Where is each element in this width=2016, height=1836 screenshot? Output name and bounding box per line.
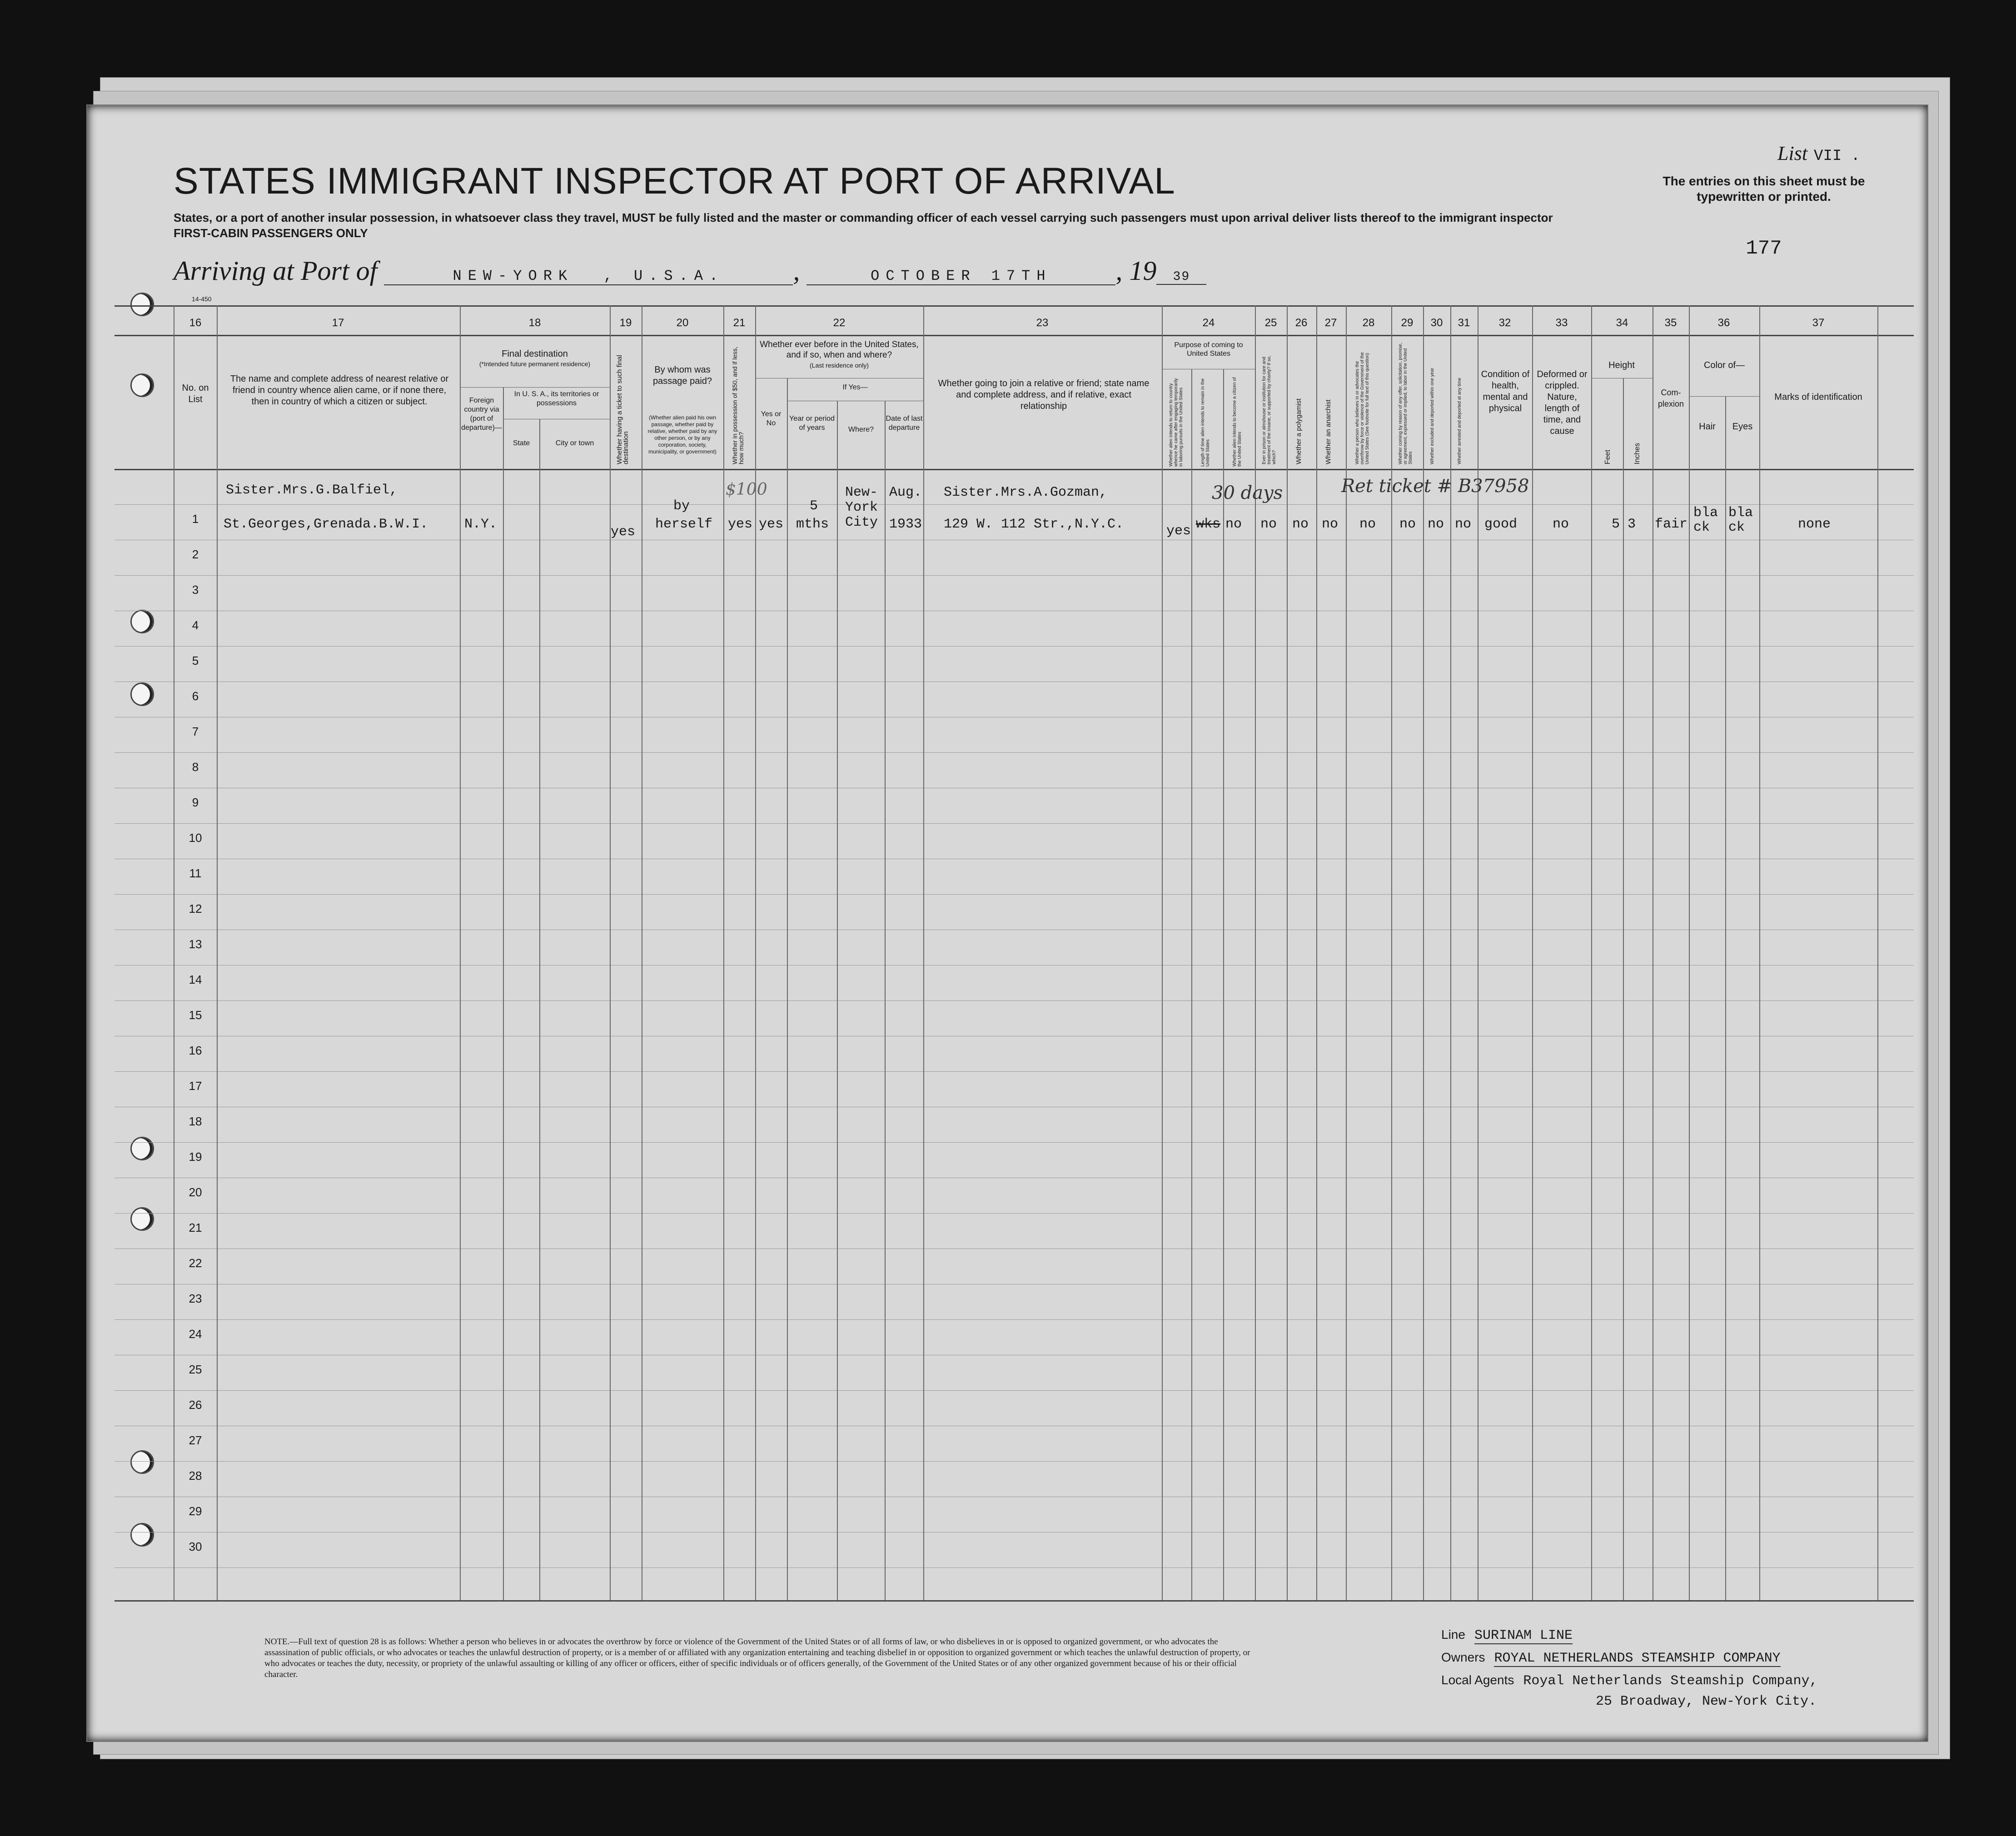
port-field: NEW-YORK , U.S.A. (384, 268, 793, 285)
header-purpose-length: Length of time alien intends to remain in the United States (1200, 378, 1210, 467)
header-relative: The name and complete address of nearest relative or friend in country whence alien came, or if none there, then in country of which a citizen or subject. (230, 374, 449, 407)
header-deformed: Deformed or crippled. Nature, length of time, and cause (1537, 369, 1588, 436)
col-number: 28 (1362, 317, 1375, 329)
col-number: 20 (676, 317, 689, 329)
col-number: 32 (1498, 317, 1511, 329)
row-number: 25 (189, 1363, 202, 1376)
header-feet: Feet (1604, 449, 1612, 464)
header-year-period: Year or period of years (789, 415, 835, 432)
col-number: 34 (1616, 317, 1628, 329)
column-rule (723, 305, 724, 1600)
column-rule (503, 387, 504, 1600)
header-in-usa: In U. S. A., its territories or possessions (514, 390, 599, 407)
column-rule (1725, 396, 1726, 1600)
header-prison: Ever in prison or almshouse or institution for care and treatment of the insane, or supported by charity? If so, which? (1262, 355, 1277, 464)
column-rule (1346, 305, 1347, 1600)
column-rule (1316, 305, 1317, 1600)
header-q28: Whether a person who believes in or advocates the overthrow by force or violence of the Government of the United States (See footnote for full text of this question) (1355, 352, 1370, 464)
entry-citizen: no (1225, 517, 1242, 532)
header-where: Where? (848, 426, 874, 433)
column-rule (1877, 305, 1878, 1600)
header-ticket: Whether having a ticket to such final destination (616, 355, 630, 464)
footer-owners (1441, 1650, 1781, 1666)
col-number: 36 (1717, 317, 1730, 329)
header-inches: Inches (1633, 443, 1641, 464)
header-eyes: Eyes (1732, 422, 1753, 432)
header-city: City or town (555, 439, 594, 447)
row-number: 11 (189, 866, 202, 880)
header-passage-note: (Whether alien paid his own passage, whether paid by relative, whether paid by any other person, or by any corporation, society, municipality, or government) (647, 414, 717, 455)
column-rule (755, 305, 756, 1600)
col-number: 26 (1295, 317, 1308, 329)
row-number: 22 (189, 1256, 202, 1270)
ever-before-title: Whether ever before in the United States, and if so, when and where? (760, 340, 919, 360)
instructions (174, 210, 1673, 241)
header-excluded: Whether excluded and deported within one year (1430, 368, 1435, 464)
row-number: 29 (189, 1504, 202, 1518)
col-number: 27 (1324, 317, 1337, 329)
row-rule (114, 1071, 1914, 1072)
line-label: Line (1441, 1627, 1465, 1642)
row-rule (114, 575, 1914, 576)
column-rule (1623, 378, 1624, 1600)
row-rule (114, 504, 1914, 505)
row-number: 9 (192, 796, 199, 809)
row-number: 12 (189, 902, 202, 916)
header-purpose-return: Whether alien intends to return to country whence he came after engaging temporarily in laboring pursuits in the United States (1169, 378, 1184, 467)
binder-hole (130, 610, 154, 633)
row-rule (114, 1390, 1914, 1391)
row-rule (114, 1461, 1914, 1462)
entry-arrested: no (1455, 517, 1472, 532)
column-rule (1391, 305, 1392, 1600)
entry-relative-line1: Sister.Mrs.G.Balfiel, (226, 483, 398, 498)
list-label-text: List (1777, 142, 1808, 164)
row-number: 27 (189, 1433, 202, 1447)
column-rule (1287, 305, 1288, 1600)
entry-join-2: 129 W. 112 Str.,N.Y.C. (944, 517, 1124, 532)
row-rule (114, 1567, 1914, 1568)
header-complexion: Com-plexion (1658, 388, 1684, 408)
entry-length-typed: wks (1196, 517, 1221, 532)
column-rule (1162, 305, 1163, 1600)
table-top-rule (114, 305, 1914, 307)
entry-money-handwritten: $100 (726, 480, 767, 499)
entries-note: The entries on this sheet must be typewritten or printed. (1663, 174, 1865, 204)
row-number: 1 (192, 512, 199, 526)
row-rule (114, 1142, 1914, 1143)
header-fifty-dollars: Whether in possession of $50, and if less, how much? (731, 346, 745, 464)
port-value: NEW-YORK (453, 268, 574, 284)
column-rule (885, 401, 886, 1600)
final-destination-title: Final destination (502, 349, 568, 359)
header-divider (114, 335, 1914, 336)
column-rule (1450, 305, 1451, 1600)
column-rule (539, 419, 540, 1600)
column-rule (1532, 305, 1533, 1600)
header-height: Height (1608, 360, 1635, 370)
header-if-yes: If Yes— (842, 383, 868, 391)
table-bottom-rule (114, 1600, 1914, 1602)
row-number: 3 (192, 583, 199, 597)
column-rule (610, 305, 611, 1600)
row-number: 10 (189, 831, 202, 845)
row-number: 5 (192, 654, 199, 667)
row-number: 26 (189, 1398, 202, 1412)
entry-prison: no (1260, 517, 1277, 532)
year-suffix: 39 (1156, 270, 1206, 285)
arriving-label: Arriving at Port of (174, 256, 378, 286)
binder-hole (130, 1137, 154, 1160)
col-number: 16 (189, 317, 202, 329)
row-number: 6 (192, 689, 199, 703)
entry-date-2: 1933 (889, 517, 922, 532)
entry-where-3: City (845, 515, 878, 530)
entry-hair-2: ck (1693, 520, 1710, 535)
row-rule (114, 1213, 1914, 1214)
entry-anarchist: no (1322, 517, 1339, 532)
header-color: Color of— (1703, 360, 1745, 370)
list-label (1777, 142, 1860, 165)
col-number: 37 (1812, 317, 1825, 329)
entry-paid-by-1: by (673, 498, 690, 514)
list-value: VII . (1814, 148, 1861, 165)
entry-period-2: mths (796, 517, 829, 532)
header-polygamist: Whether a polygamist (1295, 398, 1303, 464)
page-title: STATES IMMIGRANT INSPECTOR AT PORT OF ARRIVAL (174, 160, 1175, 202)
row-number: 19 (189, 1150, 202, 1164)
col-number: 31 (1458, 317, 1470, 329)
entry-where-2: York (845, 500, 878, 515)
row-number: 15 (189, 1008, 202, 1022)
row-number: 2 (192, 547, 199, 561)
entry-marks: none (1798, 517, 1831, 532)
row-rule (114, 1000, 1914, 1001)
header-going-to-join: Whether going to join a relative or friend; state name and complete address, and if relative, exact relationship (938, 378, 1150, 411)
agents-value-2: 25 Broadway, New-York City. (1596, 1694, 1817, 1709)
entry-ticket-note: Ret ticket # B37958 (1341, 476, 1529, 497)
row-number: 14 (189, 973, 202, 986)
entry-period-1: 5 (810, 498, 818, 514)
col-number: 22 (833, 317, 846, 329)
country-value: U.S.A. (633, 268, 725, 284)
col-number: 35 (1664, 317, 1677, 329)
entry-health: good (1484, 517, 1518, 532)
col-number: 23 (1036, 317, 1049, 329)
column-rule (1191, 369, 1192, 1600)
column-rule (837, 401, 838, 1600)
footer-line (1441, 1627, 1573, 1643)
row-number: 17 (189, 1079, 202, 1093)
row-number: 28 (189, 1469, 202, 1483)
entry-where-1: New- (845, 485, 878, 500)
entry-deformed: no (1553, 517, 1569, 532)
row-number: 23 (189, 1292, 202, 1305)
header-arrested: Whether arrested and deported at any time (1457, 378, 1462, 464)
entry-eyes-2: ck (1728, 520, 1745, 535)
instructions-text: States, or a port of another insular possession, in whatsoever class they travel, MUST be fully listed and the master or commanding officer of each vessel carrying such passengers must upon arrival deliver lists thereof to the immigrant inspector (174, 211, 1553, 224)
line-value: SURINAM LINE (1474, 1628, 1573, 1643)
row-number: 16 (189, 1044, 202, 1057)
column-rule (1223, 369, 1224, 1600)
header-foreign-country: Foreign country via (port of departure)— (461, 397, 502, 432)
header-anarchist: Whether an anarchist (1324, 399, 1332, 464)
row-number: 21 (189, 1221, 202, 1234)
header-hair: Hair (1699, 422, 1716, 432)
footnote: NOTE.—Full text of question 28 is as follows: Whether a person who believes in or advocates the overthrow by force or violence of the Government of the United States or of all forms of law, or who disbelieves in or is opposed to organized government, or who advocates the assassination of public officials, or who advocates or teaches the unlawful destruction of property, or is a member of or affiliated with any organization entertaining and teaching disbelief in or opposition to organized government or which teaches the unlawful destruction of property, or who advocates or teaches the duty, necessity, or propriety of the unlawful assaulting or killing of any officer or officers, either of specific individuals or of officers generally, of the Government of the United States or of any other organized government because of his or their official character. (264, 1637, 1250, 1679)
entry-complexion: fair (1655, 517, 1688, 532)
col-number: 21 (733, 317, 746, 329)
form-number: 14-450 (192, 295, 212, 303)
column-rule (217, 305, 218, 1600)
header-date-departure: Date of last departure (886, 415, 923, 432)
entry-q28: no (1359, 517, 1376, 532)
entry-purpose-return: yes (1166, 523, 1191, 539)
manifest-page (86, 104, 1928, 1742)
final-destination-sub: (*Intended future permanent residence) (479, 360, 591, 368)
arriving-line: Arriving at Port of NEW-YORK , U.S.A. , OCTOBER 17TH , 19 39 (174, 255, 1206, 287)
ever-before-sub: (Last residence only) (810, 362, 869, 369)
entry-date-1: Aug. (889, 485, 922, 500)
header-final-destination (462, 348, 607, 368)
header-bottom-rule (114, 469, 1914, 470)
footer-agents (1441, 1673, 1817, 1689)
row-number: 4 (192, 618, 199, 632)
col-number: 33 (1555, 317, 1568, 329)
sheet-number: 177 (1746, 237, 1782, 260)
row-number: 24 (189, 1327, 202, 1341)
row-rule (114, 646, 1914, 647)
footer-agents-address (1596, 1693, 1817, 1709)
header-marks: Marks of identification (1774, 392, 1862, 402)
column-rule (1689, 305, 1690, 1600)
entry-feet: 5 (1612, 517, 1620, 532)
binder-hole (130, 1450, 154, 1474)
entry-join-1: Sister.Mrs.A.Gozman, (944, 485, 1108, 500)
entry-paid-by-2: herself (655, 517, 713, 532)
binder-hole (130, 1523, 154, 1547)
header-ever-before (757, 339, 921, 371)
column-rule (1591, 305, 1592, 1600)
header-health: Condition of health, mental and physical (1481, 369, 1530, 413)
entry-been-before: yes (759, 517, 784, 532)
binder-hole (130, 682, 154, 706)
column-rule (1423, 305, 1424, 1600)
year-prefix: 19 (1129, 256, 1157, 286)
header-purpose: Purpose of coming to United States (1174, 341, 1243, 358)
header-passage-paid: By whom was passage paid? (652, 365, 712, 386)
entry-ticket: yes (611, 524, 636, 540)
owners-value: ROYAL NETHERLANDS STEAMSHIP COMPANY (1494, 1651, 1781, 1666)
binder-hole (130, 1207, 154, 1231)
entry-inches: 3 (1628, 517, 1636, 532)
agents-value-1: Royal Netherlands Steamship Company, (1523, 1673, 1818, 1689)
entry-eyes-1: bla (1728, 505, 1753, 521)
row-rule (114, 1319, 1914, 1320)
subheader-rule (1689, 396, 1759, 397)
header-labor-offer: Whether coming by reason of any offer, solicitation, promise, or agreement, expressed or implied, to labor in the United States (1398, 343, 1413, 464)
row-rule (114, 823, 1914, 824)
binder-hole (130, 373, 154, 397)
row-number: 13 (189, 937, 202, 951)
entry-excluded: no (1428, 517, 1444, 532)
header-state: State (513, 439, 530, 447)
col-number: 29 (1401, 317, 1414, 329)
agents-label: Local Agents (1441, 1673, 1514, 1687)
col-number: 17 (332, 317, 344, 329)
row-number: 18 (189, 1115, 202, 1128)
row-number: 7 (192, 725, 199, 738)
class-line: FIRST-CABIN PASSENGERS ONLY (174, 226, 368, 240)
row-number: 20 (189, 1185, 202, 1199)
entry-relative-line2: St.Georges,Grenada.B.W.I. (224, 517, 428, 532)
entry-labor: no (1399, 517, 1416, 532)
col-number: 19 (619, 317, 632, 329)
header-purpose-citizen: Whether alien intends to become a citizen of the United States (1232, 377, 1242, 467)
row-number: 30 (189, 1540, 202, 1553)
binder-hole (130, 293, 154, 316)
column-rule (460, 305, 461, 1600)
col-number: 25 (1264, 317, 1277, 329)
column-rule (1759, 305, 1760, 1600)
owners-label: Owners (1441, 1650, 1485, 1664)
column-rule (923, 305, 924, 1600)
entry-hair-1: bla (1693, 505, 1718, 521)
row-rule (114, 894, 1914, 895)
col-number: 30 (1430, 317, 1443, 329)
entry-length-handwritten: 30 days (1212, 483, 1283, 503)
row-number: 8 (192, 760, 199, 774)
subheader-rule (460, 387, 610, 388)
entry-money: yes (728, 517, 753, 532)
row-rule (114, 752, 1914, 753)
header-no-on-list: No. on List (182, 383, 209, 404)
entry-polygamist: no (1292, 517, 1309, 532)
col-number: 18 (528, 317, 541, 329)
col-number: 24 (1202, 317, 1215, 329)
entry-state: N.Y. (464, 517, 498, 532)
column-rule (787, 378, 788, 1600)
header-yes-no: Yes or No (761, 410, 782, 427)
date-field: OCTOBER 17TH (806, 268, 1115, 285)
